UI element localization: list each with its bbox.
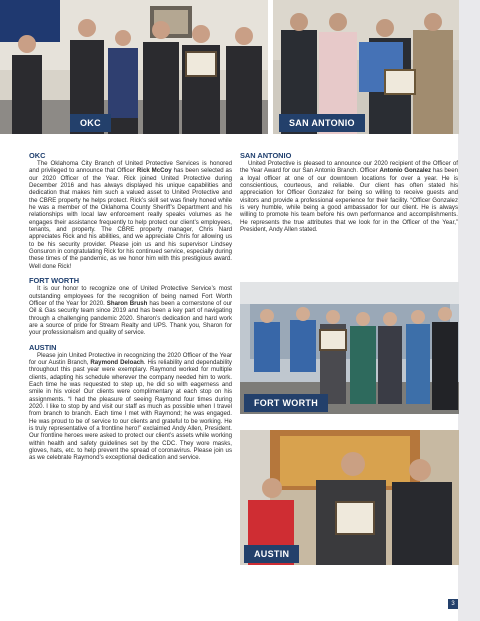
fort-worth-paragraph: It is our honor to recognize one of United Protective Service’s most outstanding employees for the recognition of being named Fort Worth Officer of the Year for 2020. Sharon Brush has been a cornerstone of our Oil & Gas security team since 2019 and has been a key part of navigating through a challenging pandemic 2020. Sharon’s dedication and hard work are a source of pride for Stream Realty and UPS. Thank you, Sharon for your professionalism and quality of service. — [29, 285, 233, 337]
fort-worth-award-photo — [240, 282, 459, 414]
san-antonio-officer-name: Antonio Gonzalez — [379, 167, 432, 175]
san-antonio-photo-caption: SAN ANTONIO — [279, 114, 365, 132]
san-antonio-paragraph: United Protective is pleased to announce our 2020 recipient of the Officer of the Year Award for our San Antonio Branch. Officer Antonio Gonzalez has been a loyal officer at one of our downtown locations for over a year. He is conscientious, courteous, and reliable. Our client has often stated his appreciation for Officer Gonzalez for being so willing to receive guests and visitors and provide a professional experience for their facility. “Officer Gonzalez is very humble, while being a good ambassador for our client. He is always willing to promote his team before his own performance and accomplishments. He represents the true attributes that we look for in the Officer of the Year,” President, Andy Allen stated. — [240, 160, 458, 234]
okc-officer-name: Rick McCoy — [136, 167, 172, 175]
san-antonio-heading: SAN ANTONIO — [240, 151, 292, 160]
fort-worth-photo-caption: FORT WORTH — [244, 394, 328, 412]
austin-officer-name: Raymond Deloach — [90, 358, 144, 366]
austin-heading: AUSTIN — [29, 342, 57, 352]
okc-photo-caption: OKC — [70, 114, 111, 132]
fort-worth-officer-name: Sharon Brush — [106, 299, 148, 307]
okc-paragraph: The Oklahoma City Branch of United Protective Services is honored and privileged to announce that Officer Rick McCoy has been selected as our 2020 Officer of the Year. Rick joined United Protective during December 2016 and has always displayed his unique capabilities and dedication that makes him such a valued asset to United Protective and the CBRE property he helps protect. Rick’s skill set was finely honed while he was a member of the Oklahoma County Sheriff’s Department and his relationships with local law enforcement really speaks volumes as he engages their assistance frequently to help protect our client’s employees, tenants, and property. The CBRE property manager, Chris Nard appreciates Rick and his abilities, and we appreciate Chris for allowing us to be his security provider. Please join us and his supervisor Lindsey Gonsuron in congratulating Rick for his continued service, especially during these times of the pandemic, as we honor him with this prestigious award. Well done Rick! — [29, 160, 232, 270]
left-column — [29, 151, 232, 462]
page-number: 3 — [448, 599, 458, 609]
austin-photo-caption: AUSTIN — [244, 545, 299, 563]
fort-worth-heading: FORT WORTH — [29, 276, 80, 286]
page-edge-strip — [458, 0, 480, 621]
right-column — [240, 151, 458, 233]
okc-photo-scene — [0, 0, 268, 134]
austin-award-photo — [240, 430, 459, 565]
san-antonio-award-photo — [273, 0, 459, 134]
okc-award-photo — [0, 0, 268, 134]
austin-paragraph: Please join United Protective in recognizing the 2020 Officer of the Year for our Austin Branch, Raymond Deloach. His reliability and dependability throughout this past year were exemplary. Raymond worked for multiple clients, adapting his schedule wherever the company needed him to work. Each time he was requested to step up, he did so with eagerness and smile in his voice! Our clients were complimentary at each stop on his assignments. “I had the pleasure of seeing Raymond four times during 2020. I like to stop by and visit our staff as much as possible when I travel from branch to branch. Each time I met with Raymond; he was engaged. He was proud to be of service to our clients and grateful to be working. He is truly representative of a frontline hero!” exclaimed Andy Allen, President. Our frontline heroes were asked to protect our client’s assets while working within health and safety guidelines set by the CDC. They wore masks, gloves, hats, etc. to help prevent the spread of coronavirus. Please join us as we celebrate Raymond’s exceptional dedication and service. — [29, 351, 232, 462]
okc-heading: OKC — [29, 151, 46, 160]
